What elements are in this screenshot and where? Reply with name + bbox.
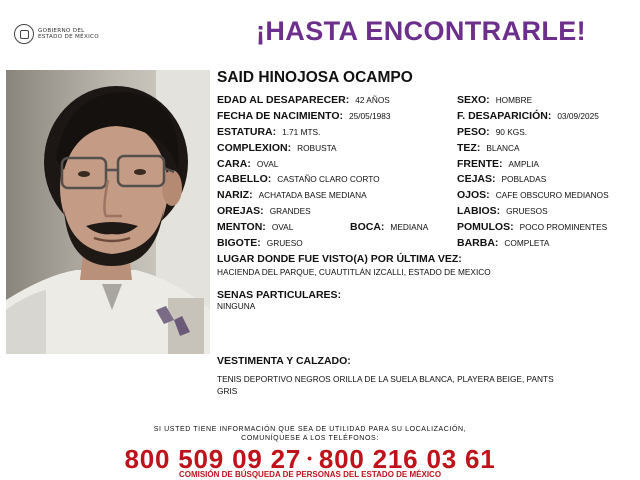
field-label: OJOS: — [457, 189, 490, 201]
field-value: ROBUSTA — [297, 143, 337, 153]
field-value: POBLADAS — [501, 174, 547, 184]
field-label: BOCA: — [350, 221, 385, 233]
separator-dot: • — [307, 450, 313, 467]
state-seal-icon — [14, 24, 34, 44]
phone-number-2[interactable]: 800 216 03 61 — [318, 444, 496, 474]
clothing-value-line-2: GRIS — [217, 386, 238, 396]
field-nariz — [217, 189, 367, 201]
field-value: CASTAÑO CLARO CORTO — [277, 174, 380, 184]
field-value: GRUESO — [266, 238, 303, 248]
field-cejas — [457, 173, 546, 185]
marks-label: SENAS PARTICULARES: — [217, 289, 342, 301]
field-bigote — [217, 237, 303, 249]
marks-value: NINGUNA — [217, 301, 256, 311]
field-ojos — [457, 189, 609, 201]
clothing-label: VESTIMENTA Y CALZADO: — [217, 355, 351, 367]
field-edad — [217, 94, 390, 106]
field-sexo — [457, 94, 532, 106]
field-complexion — [217, 142, 337, 154]
field-value: MEDIANA — [390, 222, 429, 232]
field-estatura — [217, 126, 320, 138]
field-value: 25/05/1983 — [349, 111, 391, 121]
field-value: POCO PROMINENTES — [519, 222, 608, 232]
field-boca — [350, 221, 428, 233]
field-label: TEZ: — [457, 142, 481, 154]
field-barba — [457, 237, 549, 249]
clothing-value-line-1: TENIS DEPORTIVO NEGROS ORILLA DE LA SUELA BLANCA, PLAYERA BEIGE, PANTS — [217, 374, 554, 384]
field-label: CABELLO: — [217, 173, 272, 185]
field-value: COMPLETA — [504, 238, 550, 248]
field-label: EDAD AL DESAPARECER: — [217, 94, 350, 106]
field-value: BLANCA — [486, 143, 520, 153]
person-name: SAID HINOJOSA OCAMPO — [217, 69, 413, 86]
field-label: CEJAS: — [457, 173, 496, 185]
logo-line-1: GOBIERNO DEL — [38, 27, 85, 34]
phone-number-1[interactable]: 800 509 09 27 — [124, 444, 302, 474]
field-value: GRUESOS — [506, 206, 548, 216]
field-value: ACHATADA BASE MEDIANA — [258, 190, 367, 200]
field-label: FECHA DE NACIMIENTO: — [217, 110, 343, 122]
field-menton — [217, 221, 293, 233]
government-logo — [14, 24, 99, 44]
field-fecha-nacimiento — [217, 110, 391, 122]
field-peso — [457, 126, 527, 138]
field-value: OVAL — [256, 159, 279, 169]
field-label: F. DESAPARICIÓN: — [457, 110, 552, 122]
field-value: AMPLIA — [508, 159, 539, 169]
field-label: BIGOTE: — [217, 237, 261, 249]
field-label: OREJAS: — [217, 205, 264, 217]
field-cara — [217, 158, 278, 170]
field-value: CAFE OBSCURO MEDIANOS — [495, 190, 609, 200]
last-seen-value: HACIENDA DEL PARQUE, CUAUTITLÁN IZCALLI, ESTADO DE MEXICO — [217, 267, 491, 277]
field-cabello — [217, 173, 380, 185]
person-photo — [6, 70, 210, 354]
field-tez — [457, 142, 520, 154]
commission-name: COMISIÓN DE BÚSQUEDA DE PERSONAS DEL ESTADO DE MÉXICO — [178, 470, 442, 479]
field-value: 42 AÑOS — [355, 95, 390, 105]
field-fecha-desaparicion — [457, 110, 599, 122]
field-value: HOMBRE — [495, 95, 533, 105]
field-labios — [457, 205, 548, 217]
field-label: COMPLEXION: — [217, 142, 292, 154]
field-value: GRANDES — [269, 206, 311, 216]
field-label: MENTON: — [217, 221, 266, 233]
field-label: POMULOS: — [457, 221, 514, 233]
footer-note-line-2: COMUNÍQUESE A LOS TELÉFONOS: — [241, 435, 379, 442]
logo-line-2: ESTADO DE MÉXICO — [38, 34, 99, 40]
footer-note-line-1: SI USTED TIENE INFORMACIÓN QUE SEA DE UTILIDAD PARA SU LOCALIZACIÓN, — [153, 426, 467, 433]
field-label: LABIOS: — [457, 205, 501, 217]
field-value: OVAL — [271, 222, 294, 232]
field-label: PESO: — [457, 126, 490, 138]
field-label: ESTATURA: — [217, 126, 277, 138]
headline: ¡HASTA ENCONTRARLE! — [256, 16, 587, 46]
field-orejas — [217, 205, 311, 217]
field-label: BARBA: — [457, 237, 499, 249]
field-frente — [457, 158, 539, 170]
field-label: FRENTE: — [457, 158, 503, 170]
field-label: SEXO: — [457, 94, 490, 106]
field-label: CARA: — [217, 158, 251, 170]
last-seen-label: LUGAR DONDE FUE VISTO(A) POR ÚLTIMA VEZ: — [217, 253, 462, 265]
field-value: 1.71 MTS. — [282, 127, 321, 137]
field-value: 03/09/2025 — [557, 111, 599, 121]
field-value: 90 KGS. — [495, 127, 528, 137]
field-pomulos — [457, 221, 607, 233]
field-label: NARIZ: — [217, 189, 253, 201]
